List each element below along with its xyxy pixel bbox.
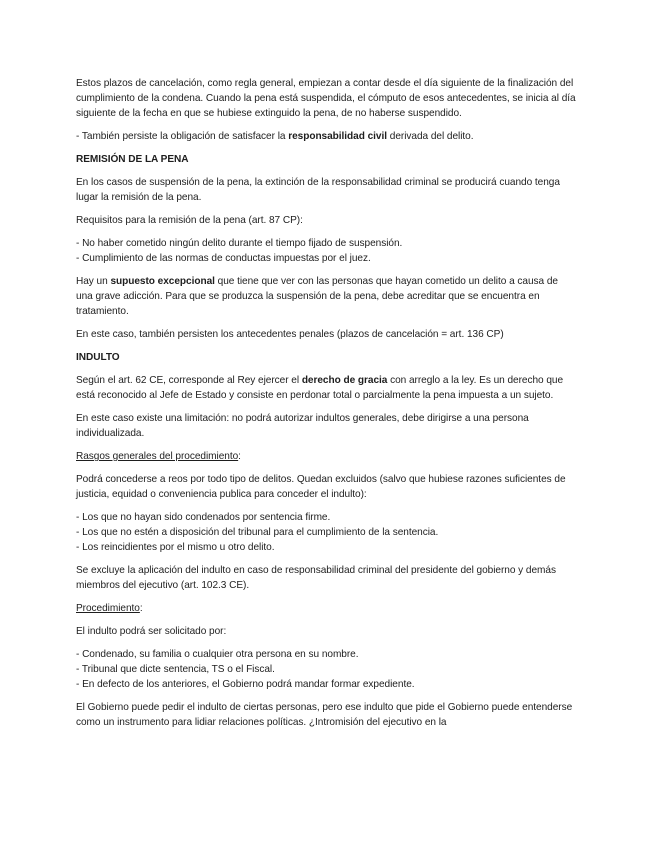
list-item: - No haber cometido ningún delito durante el tiempo fijado de suspensión. — [76, 238, 403, 249]
paragraph-plazos-cancelacion: Estos plazos de cancelación, como regla general, empiezan a contar desde el día siguiente de la finalización del cumplimiento de la condena. Cuando la pena está suspendida, el cómputo de esos antecedentes, se inicia al día siguiente de la fecha en que se hubiese extinguido la pena, de no haberse suspendido. — [76, 78, 576, 119]
text: - También persiste la obligación de satisfacer la — [76, 131, 289, 142]
paragraph-solicitantes: El indulto podrá ser solicitado por: — [76, 626, 227, 637]
text: Según el art. 62 CE, corresponde al Rey ejercer el — [76, 375, 302, 386]
paragraph-exclusiones: Podrá concederse a reos por todo tipo de delitos. Quedan excluidos (salvo que hubiese razones suficientes de justicia, equidad o conveniencia publica para conceder el indulto): — [76, 474, 566, 500]
text: : — [238, 451, 241, 462]
text: Hay un — [76, 276, 111, 287]
list-item: - Tribunal que dicte sentencia, TS o el Fiscal. — [76, 664, 275, 675]
text: que tiene que ver con las personas que hayan cometido un delito a causa de una grave adicción. Para que se produzca la suspensión de la pena, debe acreditar que se encuentra en tratamiento. — [76, 276, 558, 317]
underlined-text: Procedimiento — [76, 603, 140, 614]
list-solicitantes — [76, 647, 576, 692]
bold-text: responsabilidad civil — [288, 131, 388, 142]
list-item: - En defecto de los anteriores, el Gobierno podrá mandar formar expediente. — [76, 679, 415, 690]
list-item: - Los reincidientes por el mismo u otro delito. — [76, 542, 275, 553]
list-item: - Condenado, su familia o cualquier otra persona en su nombre. — [76, 649, 359, 660]
paragraph-remision-intro: En los casos de suspensión de la pena, la extinción de la responsabilidad criminal se producirá cuando tenga lugar la remisión de la pena. — [76, 177, 560, 203]
heading-remision: REMISIÓN DE LA PENA — [76, 154, 189, 165]
heading-indulto: INDULTO — [76, 352, 120, 363]
underlined-text: Rasgos generales del procedimiento — [76, 451, 239, 462]
subheading-rasgos-generales — [76, 449, 576, 464]
text: : — [139, 603, 143, 614]
paragraph-supuesto-excepcional — [76, 274, 576, 319]
document-body — [76, 76, 576, 738]
paragraph-responsabilidad-civil — [76, 129, 576, 144]
paragraph-gobierno-indulto: El Gobierno puede pedir el indulto de ciertas personas, pero ese indulto que pide el Gobierno puede entenderse como un instrumento para lidiar relaciones políticas. ¿Intromisión del ejecutivo en la — [76, 702, 573, 728]
text: derivada del delito. — [387, 131, 474, 142]
list-requisitos — [76, 236, 576, 266]
list-item: - Los que no estén a disposición del tribunal para el cumplimiento de la sentencia. — [76, 527, 439, 538]
paragraph-exclusion-gobierno: Se excluye la aplicación del indulto en caso de responsabilidad criminal del presidente del gobierno y demás miembros del ejecutivo (art. 102.3 CE). — [76, 565, 556, 591]
bold-text: supuesto excepcional — [110, 276, 215, 287]
subheading-procedimiento — [76, 601, 576, 616]
bold-text: derecho de gracia — [301, 375, 388, 386]
list-item: - Los que no hayan sido condenados por sentencia firme. — [76, 512, 331, 523]
list-item: - Cumplimiento de las normas de conductas impuestas por el juez. — [76, 253, 371, 264]
list-exclusiones — [76, 510, 576, 555]
paragraph-limitacion: En este caso existe una limitación: no podrá autorizar indultos generales, debe dirigirse a una persona individualizada. — [76, 413, 529, 439]
paragraph-antecedentes: En este caso, también persisten los antecedentes penales (plazos de cancelación = art. 136 CP) — [76, 329, 504, 340]
paragraph-derecho-gracia — [76, 373, 576, 403]
paragraph-requisitos: Requisitos para la remisión de la pena (art. 87 CP): — [76, 215, 303, 226]
text: con arreglo a la ley. Es un derecho que está reconocido al Jefe de Estado y consiste en perdonar total o parcialmente la pena impuesta a un sujeto. — [76, 375, 564, 401]
